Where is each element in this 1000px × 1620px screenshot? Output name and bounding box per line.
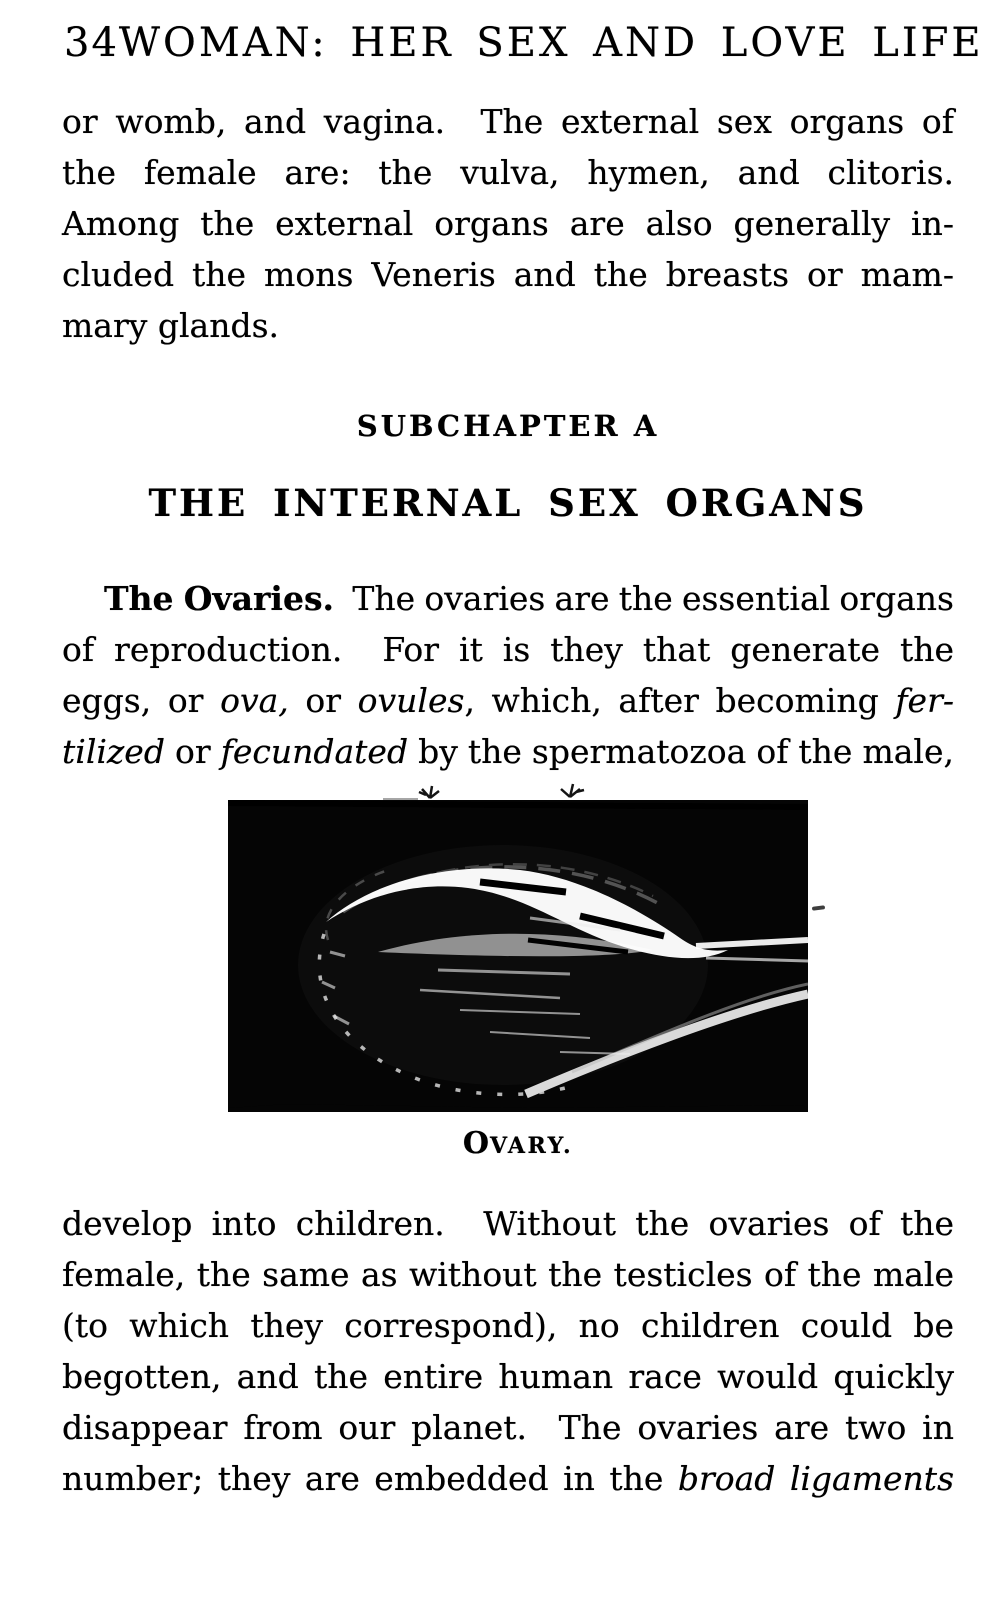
- caption-rest: VARY.: [490, 1133, 574, 1159]
- text-line: [62, 1198, 954, 1249]
- paragraph-external-organs: [62, 96, 954, 351]
- body-text: (to which they correspond), no children could be: [62, 1306, 954, 1345]
- text-line: [62, 96, 954, 147]
- paragraph-the-ovaries: [62, 573, 954, 777]
- body-text: cluded the mons Veneris and the breasts or mam-: [62, 255, 954, 294]
- text-line: [62, 198, 954, 249]
- italic-text: fecundated: [220, 732, 409, 771]
- scan-tuft-marks: [383, 784, 584, 799]
- text-line: [62, 1249, 954, 1300]
- italic-text: fer-: [895, 681, 955, 720]
- text-line: [62, 1402, 954, 1453]
- text-line: [62, 300, 954, 351]
- ovary-figure: [228, 770, 808, 1112]
- body-text: Among the external organs are also generally in-: [62, 204, 954, 243]
- body-text: of reproduction. For it is they that generate the: [62, 630, 954, 669]
- italic-text: ovules: [357, 681, 465, 720]
- running-title: WOMAN: HER SEX AND LOVE LIFE: [118, 20, 984, 66]
- body-text: disappear from our planet. The ovaries are two in: [62, 1408, 954, 1447]
- text-line: [62, 249, 954, 300]
- body-text: or: [288, 681, 358, 720]
- italic-text: broad ligaments: [677, 1459, 955, 1498]
- text-line: [62, 624, 954, 675]
- body-text: or: [164, 732, 221, 771]
- text-line: [62, 573, 954, 624]
- italic-text: ova,: [220, 681, 289, 720]
- body-text: , which, after becoming: [464, 681, 896, 720]
- body-text: eggs, or: [62, 681, 221, 720]
- italic-text: tilized: [62, 732, 165, 771]
- body-text: The ovaries are the essential organs: [334, 579, 954, 618]
- figure-caption: [228, 1126, 808, 1161]
- body-text: or womb, and vagina. The external sex organs of: [62, 102, 954, 141]
- body-text: number; they are embedded in the: [62, 1459, 678, 1498]
- body-text: the female are: the vulva, hymen, and clitoris.: [62, 153, 954, 192]
- text-line: [62, 1453, 954, 1504]
- body-text: begotten, and the entire human race would quickly: [62, 1357, 954, 1396]
- scan-speck: [812, 905, 825, 911]
- running-head: [64, 20, 984, 66]
- subchapter-title: THE INTERNAL SEX ORGANS: [148, 481, 868, 525]
- body-text: mary glands.: [62, 306, 280, 345]
- text-line: [62, 1351, 954, 1402]
- body-text: by the spermatozoa of the male,: [408, 732, 955, 771]
- ovary-illustration-image: [228, 770, 808, 1112]
- subchapter-kicker: SUBCHAPTER A: [356, 409, 660, 443]
- caption-initial: O: [462, 1126, 491, 1161]
- page-number: 34: [64, 20, 119, 66]
- paragraph-develop-children: [62, 1198, 954, 1504]
- text-line: [62, 147, 954, 198]
- bold-lead-in: The Ovaries.: [104, 579, 335, 618]
- text-line: [62, 1300, 954, 1351]
- text-line: [62, 675, 954, 726]
- body-text: female, the same as without the testicles of the male: [62, 1255, 954, 1294]
- body-text: develop into children. Without the ovaries of the: [62, 1204, 954, 1243]
